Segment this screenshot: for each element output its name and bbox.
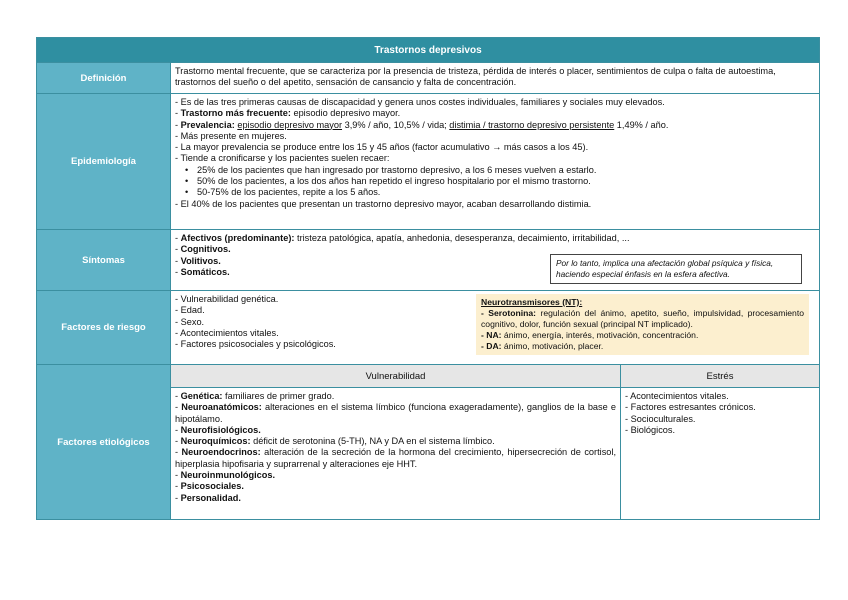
nt-da: - DA: ánimo, motivación, placer. [481, 341, 604, 351]
riesgo-item: - Factores psicosociales y psicológicos. [175, 339, 336, 350]
etio-neuroanatomicos: - Neuroanatómicos: alteraciones en el sistema límbico (funciona exageradamente), ganglios de la base e hipotálamo. [175, 402, 616, 424]
epi-line-4: - Más presente en mujeres. [175, 130, 287, 141]
row-label-sintomas: Síntomas [37, 230, 171, 291]
nt-serotonina: - Serotonina: regulación del ánimo, apetito, sueño, impulsividad, procesamiento cognitivo, dolor, función sexual (principal NT implicado). [481, 308, 804, 329]
depression-table [36, 37, 820, 520]
epi-line-2: - Trastorno más frecuente: episodio depresivo mayor. [175, 108, 401, 119]
estres-item: - Factores estresantes crónicos. [625, 402, 756, 413]
epi-line-3: - Prevalencia: episodio depresivo mayor 3,9% / año, 10,5% / vida; distimia / trastorno depresivo persistente 1,49% / año. [175, 119, 669, 130]
etio-personalidad: - Personalidad. [175, 492, 241, 503]
epi-bullet-3: • 50-75% de los pacientes, repite a los 5 años. [175, 187, 815, 198]
estres-content [621, 388, 820, 520]
riesgo-item: - Vulnerabilidad genética. [175, 294, 279, 304]
nt-title: Neurotransmisores (NT): [481, 297, 583, 307]
riesgo-content [171, 291, 820, 365]
sintoma-somaticos: - Somáticos. [175, 266, 230, 277]
epi-line-7: - El 40% de los pacientes que presentan un trastorno depresivo mayor, acaban desarrollando distimia. [175, 198, 592, 209]
epi-bullet-1: • 25% de los pacientes que han ingresado por trastorno depresivo, a los 6 meses vuelven a estarlo. [175, 165, 815, 176]
sintoma-cognitivos: - Cognitivos. [175, 244, 231, 255]
row-label-definicion: Definición [37, 63, 171, 94]
etio-psicosociales: - Psicosociales. [175, 481, 244, 492]
riesgo-item: - Sexo. [175, 316, 205, 327]
etio-neuroinmunologicos: - Neuroinmunológicos. [175, 470, 276, 481]
row-label-epidemiologia: Epidemiología [37, 94, 171, 230]
etio-neuroquimicos: - Neuroquímicos: déficit de serotonina (5-TH), NA y DA en el sistema límbico. [175, 436, 495, 447]
epi-line-1: - Es de las tres primeras causas de discapacidad y genera unos costes individuales, familiares y sociales muy elevados. [175, 97, 665, 107]
riesgo-item: - Acontecimientos vitales. [175, 327, 279, 338]
col-header-estres: Estrés [621, 365, 820, 388]
row-label-etiologicos: Factores etiológicos [37, 365, 171, 520]
estres-item: - Acontecimientos vitales. [625, 391, 729, 401]
estres-item: - Socioculturales. [625, 413, 696, 424]
epi-line-5: - La mayor prevalencia se produce entre los 15 y 45 años (factor acumulativo → más casos a los 45). [175, 142, 589, 153]
col-header-vulnerabilidad: Vulnerabilidad [171, 365, 621, 388]
etio-neurofisiologicos: - Neurofisiológicos. [175, 424, 261, 435]
table-title: Trastornos depresivos [37, 38, 820, 63]
epi-bullet-2: • 50% de los pacientes, a los dos años han repetido el ingreso hospitalario por el mismo trastorno. [175, 176, 815, 187]
row-label-riesgo: Factores de riesgo [37, 291, 171, 365]
epidemiologia-content [171, 94, 820, 230]
estres-item: - Biológicos. [625, 424, 676, 435]
etio-neuroendocrinos: - Neuroendocrinos: alteración de la secreción de la hormona del crecimiento, hipersecreción de cortisol, hiperplasia hipofisaria y suprarrenal y alteraciones eje HHT. [175, 447, 616, 469]
nt-na: - NA: ánimo, energía, interés, motivación, concentración. [481, 330, 699, 340]
neurotransmisores-box [476, 294, 809, 355]
vulnerabilidad-content [171, 388, 621, 520]
etio-genetica: - Genética: familiares de primer grado. [175, 391, 335, 401]
sintoma-volitivos: - Volitivos. [175, 255, 221, 266]
sintomas-note-box: Por lo tanto, implica una afectación global psíquica y física, haciendo especial énfasis en la esfera afectiva. [550, 254, 802, 284]
sintoma-afectivos: - Afectivos (predominante): tristeza patológica, apatía, anhedonia, desesperanza, decaimiento, irritabilidad, ... [175, 233, 630, 243]
sintomas-content [171, 230, 820, 291]
epi-line-6: - Tiende a cronificarse y los pacientes suelen recaer: [175, 153, 390, 164]
riesgo-item: - Edad. [175, 305, 205, 316]
document-table-wrapper [36, 37, 819, 520]
definicion-text: Trastorno mental frecuente, que se caracteriza por la presencia de tristeza, pérdida de interés o placer, sentimientos de culpa o falta de autoestima, trastornos del sueño o del apetito, sensación de cansancio y falta de concentración. [171, 63, 820, 94]
